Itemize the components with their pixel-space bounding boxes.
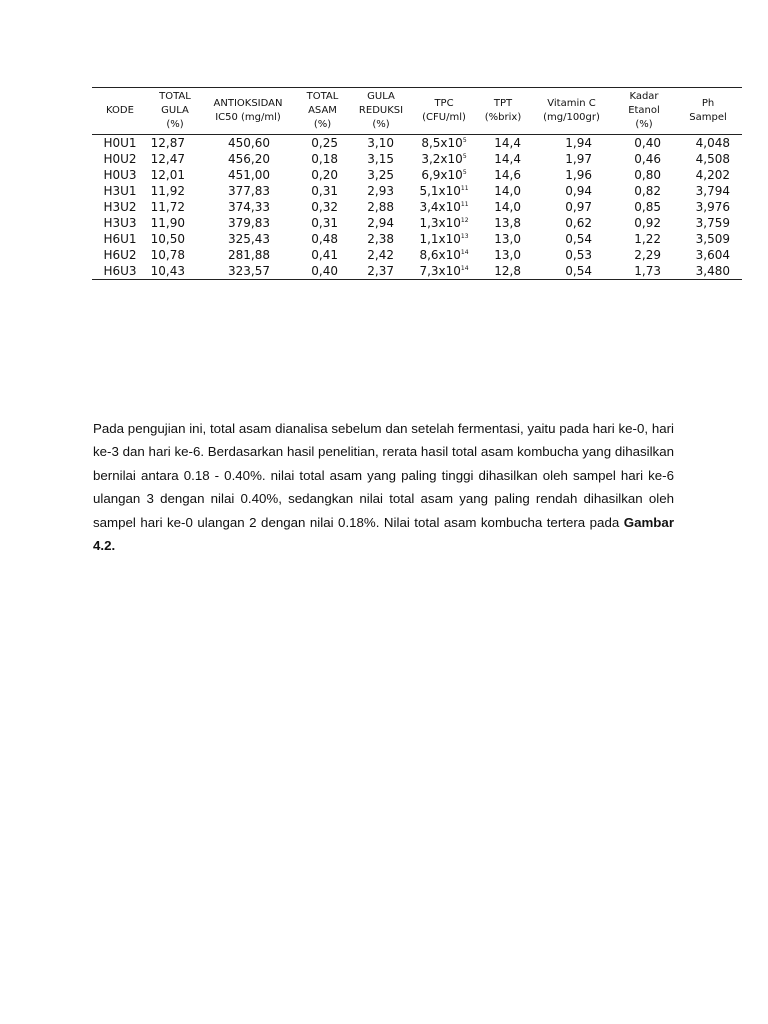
header-line: TPT <box>493 98 513 109</box>
cell-total-asam: 0,41 <box>311 248 338 262</box>
cell-etanol: 0,82 <box>634 184 661 198</box>
results-table <box>92 87 742 280</box>
cell-etanol: 0,92 <box>634 216 661 230</box>
tpc-base: 1,1x10 <box>419 232 461 246</box>
cell-vitamin-c: 1,94 <box>565 136 592 150</box>
table-row <box>92 167 742 183</box>
cell-ph: 3,794 <box>695 184 730 198</box>
cell-gula-reduksi: 2,94 <box>367 216 394 230</box>
cell-tpc <box>411 215 477 231</box>
table-row <box>92 199 742 215</box>
cell-vitamin-c: 0,54 <box>565 264 592 278</box>
cell-antioksidan: 374,33 <box>228 200 270 214</box>
header-line: Etanol <box>628 105 660 116</box>
cell-etanol: 0,80 <box>634 168 661 182</box>
table-row <box>92 151 742 167</box>
header-line: TPC <box>434 98 454 109</box>
cell-total-asam: 0,48 <box>311 232 338 246</box>
tpc-exponent: 14 <box>460 249 469 256</box>
header-line: Kadar <box>629 91 659 102</box>
header-line: (mg/100gr) <box>543 112 600 123</box>
column-header <box>92 88 148 135</box>
cell-kode: H0U1 <box>103 136 137 150</box>
header-line: TOTAL <box>306 91 339 102</box>
table-body <box>92 135 742 280</box>
cell-kode: H3U3 <box>103 216 137 230</box>
header-line: (%) <box>166 119 184 130</box>
column-header <box>351 88 411 135</box>
tpc-exponent: 11 <box>460 185 469 192</box>
cell-total-gula: 10,43 <box>150 264 185 278</box>
column-header <box>529 88 614 135</box>
cell-kode: H3U1 <box>103 184 137 198</box>
header-line: GULA <box>367 91 395 102</box>
cell-gula-reduksi: 2,42 <box>367 248 394 262</box>
cell-total-gula: 12,87 <box>150 136 185 150</box>
tpc-base: 8,6x10 <box>419 248 461 262</box>
column-header <box>614 88 674 135</box>
cell-ph: 4,202 <box>695 168 730 182</box>
table-row <box>92 183 742 199</box>
cell-total-asam: 0,31 <box>311 216 338 230</box>
cell-gula-reduksi: 3,15 <box>367 152 394 166</box>
table-header-row <box>92 88 742 135</box>
cell-vitamin-c: 1,97 <box>565 152 592 166</box>
cell-tpc <box>411 247 477 263</box>
column-header <box>202 88 294 135</box>
tpc-base: 5,1x10 <box>419 184 461 198</box>
header-line: ASAM <box>308 105 337 116</box>
table-row <box>92 135 742 152</box>
cell-antioksidan: 323,57 <box>228 264 270 278</box>
cell-total-asam: 0,18 <box>311 152 338 166</box>
cell-total-gula: 11,72 <box>150 200 185 214</box>
cell-etanol: 2,29 <box>634 248 661 262</box>
header-line: (CFU/ml) <box>422 112 466 123</box>
cell-kode: H6U2 <box>103 248 137 262</box>
cell-total-gula: 10,78 <box>150 248 185 262</box>
cell-etanol: 0,85 <box>634 200 661 214</box>
column-header <box>411 88 477 135</box>
cell-kode: H0U3 <box>103 168 137 182</box>
tpc-exponent: 14 <box>460 265 469 272</box>
cell-ph: 3,480 <box>695 264 730 278</box>
tpc-exponent: 11 <box>460 201 469 208</box>
cell-gula-reduksi: 2,37 <box>367 264 394 278</box>
cell-total-asam: 0,20 <box>311 168 338 182</box>
header-line: Ph <box>701 98 715 109</box>
header-line: TOTAL <box>159 91 191 102</box>
cell-antioksidan: 377,83 <box>228 184 270 198</box>
tpc-base: 3,4x10 <box>419 200 461 214</box>
cell-kode: H0U2 <box>103 152 137 166</box>
cell-ph: 3,509 <box>695 232 730 246</box>
cell-total-asam: 0,32 <box>311 200 338 214</box>
cell-ph: 3,976 <box>695 200 730 214</box>
table-row <box>92 263 742 280</box>
cell-total-asam: 0,40 <box>311 264 338 278</box>
cell-ph: 4,048 <box>695 136 730 150</box>
header-line: KODE <box>106 105 134 116</box>
cell-vitamin-c: 0,62 <box>565 216 592 230</box>
column-header <box>148 88 202 135</box>
tpc-exponent: 13 <box>460 233 469 240</box>
cell-vitamin-c: 1,96 <box>565 168 592 182</box>
cell-antioksidan: 451,00 <box>228 168 270 182</box>
cell-etanol: 1,22 <box>634 232 661 246</box>
cell-total-gula: 11,92 <box>150 184 185 198</box>
body-paragraph <box>93 417 674 557</box>
header-line: (%) <box>372 119 390 130</box>
cell-total-gula: 12,01 <box>150 168 185 182</box>
tpc-exponent: 5 <box>462 153 467 160</box>
cell-antioksidan: 281,88 <box>228 248 270 262</box>
header-line: (%) <box>635 119 653 130</box>
table-row <box>92 231 742 247</box>
tpc-base: 7,3x10 <box>419 264 461 278</box>
cell-total-asam: 0,25 <box>311 136 338 150</box>
cell-tpt: 14,0 <box>494 200 521 214</box>
header-line: Sampel <box>689 112 727 123</box>
cell-antioksidan: 325,43 <box>228 232 270 246</box>
cell-tpc <box>411 263 477 280</box>
cell-vitamin-c: 0,97 <box>565 200 592 214</box>
column-header <box>477 88 529 135</box>
cell-vitamin-c: 0,94 <box>565 184 592 198</box>
tpc-base: 3,2x10 <box>421 152 463 166</box>
table-row <box>92 215 742 231</box>
cell-tpt: 13,8 <box>494 216 521 230</box>
cell-tpc <box>411 167 477 183</box>
tpc-exponent: 5 <box>462 137 467 144</box>
cell-total-gula: 11,90 <box>150 216 185 230</box>
cell-vitamin-c: 0,54 <box>565 232 592 246</box>
header-line: GULA <box>161 105 189 116</box>
figure-reference: Gambar 4.2. <box>93 514 674 554</box>
cell-gula-reduksi: 2,88 <box>367 200 394 214</box>
tpc-base: 6,9x10 <box>421 168 463 182</box>
cell-tpt: 14,6 <box>494 168 521 182</box>
header-line: Vitamin C <box>547 98 596 109</box>
cell-etanol: 1,73 <box>634 264 661 278</box>
cell-tpc <box>411 151 477 167</box>
cell-antioksidan: 456,20 <box>228 152 270 166</box>
cell-tpt: 14,4 <box>494 136 521 150</box>
cell-tpt: 14,4 <box>494 152 521 166</box>
cell-kode: H6U1 <box>103 232 137 246</box>
header-line: (%brix) <box>484 112 522 123</box>
cell-tpc <box>411 183 477 199</box>
header-line: REDUKSI <box>358 105 404 116</box>
cell-kode: H3U2 <box>103 200 137 214</box>
tpc-exponent: 5 <box>462 169 467 176</box>
tpc-base: 1,3x10 <box>419 216 461 230</box>
cell-ph: 4,508 <box>695 152 730 166</box>
cell-tpc <box>411 199 477 215</box>
cell-total-gula: 10,50 <box>150 232 185 246</box>
cell-gula-reduksi: 3,25 <box>367 168 394 182</box>
cell-antioksidan: 379,83 <box>228 216 270 230</box>
cell-tpt: 13,0 <box>494 232 521 246</box>
cell-antioksidan: 450,60 <box>228 136 270 150</box>
column-header <box>674 88 742 135</box>
cell-kode: H6U3 <box>103 264 137 278</box>
cell-etanol: 0,40 <box>634 136 661 150</box>
cell-vitamin-c: 0,53 <box>565 248 592 262</box>
header-line: ANTIOKSIDAN <box>213 98 283 109</box>
results-table-container <box>92 87 742 280</box>
cell-etanol: 0,46 <box>634 152 661 166</box>
column-header <box>294 88 351 135</box>
tpc-base: 8,5x10 <box>421 136 463 150</box>
cell-gula-reduksi: 2,38 <box>367 232 394 246</box>
table-row <box>92 247 742 263</box>
cell-total-asam: 0,31 <box>311 184 338 198</box>
header-line: (%) <box>313 119 332 130</box>
tpc-exponent: 12 <box>460 217 469 224</box>
cell-ph: 3,604 <box>695 248 730 262</box>
paragraph-text: Pada pengujian ini, total asam dianalisa sebelum dan setelah fermentasi, yaitu pada hari ke-0, hari ke-3 dan hari ke-6. Berdasarkan hasil penelitian, rerata hasil total asam kombucha yang dihasilkan bernilai antara 0.18 - 0.40%. nilai total asam yang paling tinggi dihasilkan oleh sampel hari ke-6 ulangan 3 dengan nilai 0.40%, sedangkan nilai total asam yang paling rendah dihasilkan oleh sampel hari ke-0 ulangan 2 dengan nilai 0.18%. Nilai total asam kombucha tertera pada <box>93 421 674 530</box>
cell-gula-reduksi: 2,93 <box>367 184 394 198</box>
cell-tpt: 12,8 <box>494 264 521 278</box>
cell-total-gula: 12,47 <box>150 152 185 166</box>
header-line: IC50 (mg/ml) <box>215 112 281 123</box>
cell-ph: 3,759 <box>695 216 730 230</box>
cell-tpt: 14,0 <box>494 184 521 198</box>
cell-tpc <box>411 231 477 247</box>
cell-tpt: 13,0 <box>494 248 521 262</box>
cell-gula-reduksi: 3,10 <box>367 136 394 150</box>
cell-tpc <box>411 135 477 152</box>
